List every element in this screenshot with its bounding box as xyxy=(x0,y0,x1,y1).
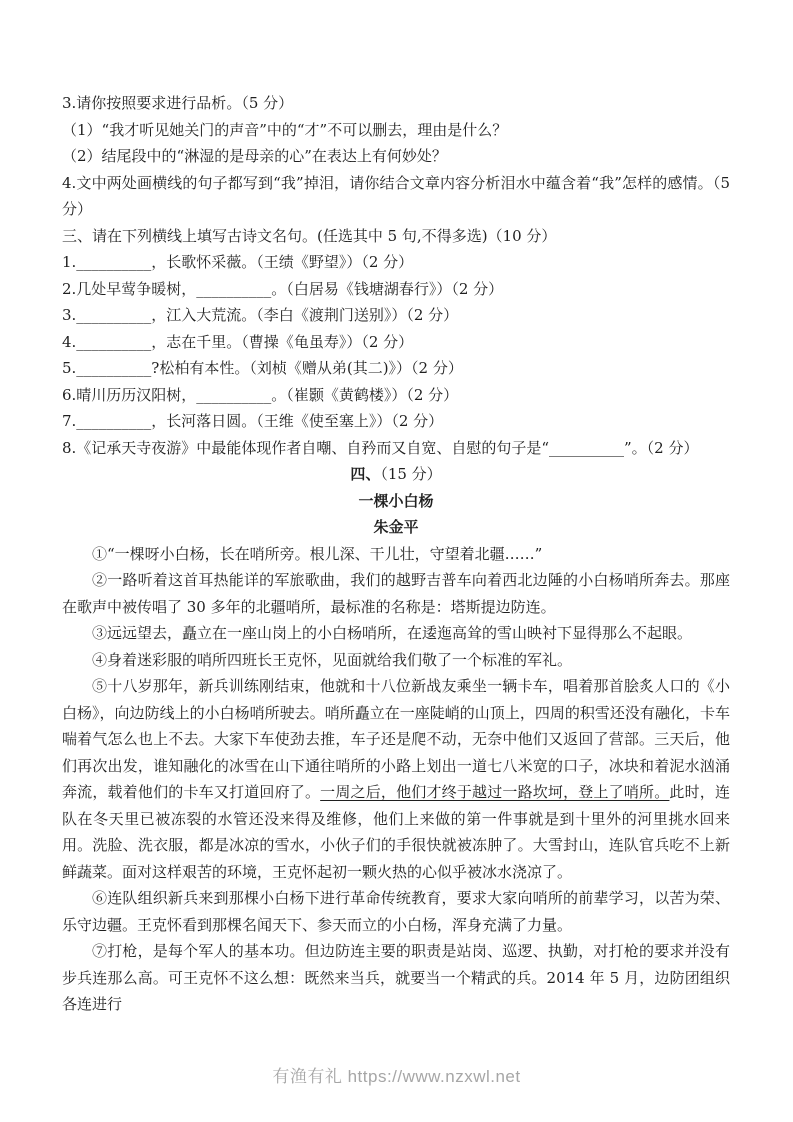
recitation-item-7 xyxy=(62,408,730,435)
essay-paragraph-2 xyxy=(62,567,730,620)
text-segment: 4.__________，志在千里。（曹操《龟虽寿》）（2 分） xyxy=(62,332,414,351)
text-segment: 3.__________，江入大荒流。（李白《渡荆门送别》）（2 分） xyxy=(62,306,459,324)
text-segment: 1.__________，长歌怀采薇。（王绩《野望》）（2 分） xyxy=(62,253,414,271)
text-segment: 2.几处早莺争暖树，__________。（白居易《钱塘湖春行》）（2 分） xyxy=(62,279,504,298)
text-segment: ⑤十八岁那年，新兵训练刚结束，他就和十八位新战友乘坐一辆卡车，唱着那首脍炙人口的《小白杨》，向边防线上的小白杨哨所驶去。哨所矗立在一座陡峭的山顶上，四周的积雪还没有融化，卡车喘着气怎么也上不去。大家下车使劲去推，车子还是爬不动，无奈中他们又返回了营部。三天后，他们再次出发，谁知融化的冰雪在山下通往哨所的小路上划出一道七八米宽的口子，冰块和着泥水汹涌奔流，载着他们的卡车又打道回府了。 xyxy=(62,677,730,801)
recitation-item-6 xyxy=(62,382,730,409)
essay-paragraph-3 xyxy=(62,620,730,647)
question-3-sub-2 xyxy=(62,143,730,170)
recitation-item-8 xyxy=(62,435,730,462)
recitation-item-1 xyxy=(62,249,730,276)
text-segment: ⑦打枪，是每个军人的基本功。但边防连主要的职责是站岗、巡逻、执勤，对打枪的要求并没有步兵连那么高。可王克怀不这么想：既然来当兵，就要当一个精武的兵。2014 年 5 月，边防团组织各连进行 xyxy=(62,942,730,1013)
page-footer xyxy=(0,1064,793,1090)
essay-paragraph-7 xyxy=(62,938,730,1018)
text-segment: ③远远望去，矗立在一座山岗上的小白杨哨所，在逶迤高耸的雪山映衬下显得那么不起眼。 xyxy=(92,624,693,642)
text-segment: 7.__________，长河落日圆。（王维《使至塞上》）（2 分） xyxy=(62,412,444,430)
question-3 xyxy=(62,90,730,117)
underlined-sentence: 一周之后，他们才终于越过一路坎坷，登上了哨所。 xyxy=(320,783,670,801)
question-3-sub-1 xyxy=(62,117,730,144)
text-segment: ①“一棵呀小白杨，长在哨所旁。根儿深、干儿壮，守望着北疆……” xyxy=(92,544,543,563)
essay-title xyxy=(62,488,730,515)
text-segment: （1）“我才听见她关门的声音”中的“才”不可以删去，理由是什么？ xyxy=(62,120,508,139)
text-segment: ②一路听着这首耳热能详的军旅歌曲，我们的越野吉普车向着西北边陲的小白杨哨所奔去。那座在歌声中被传唱了 30 多年的北疆哨所，最标准的名称是：塔斯提边防连。 xyxy=(62,571,730,616)
section-4-header xyxy=(62,461,730,488)
recitation-item-4 xyxy=(62,329,730,356)
text-segment: 3.请你按照要求进行品析。（5 分） xyxy=(62,94,294,112)
recitation-item-5 xyxy=(62,355,730,382)
recitation-item-2 xyxy=(62,276,730,303)
text-segment: 5.__________?松柏有本性。（刘桢《赠从弟(其二)》）（2 分） xyxy=(62,359,463,377)
text-segment: 一棵小白杨 xyxy=(358,491,434,510)
text-segment: ④身着迷彩服的哨所四班长王克怀，见面就给我们敬了一个标准的军礼。 xyxy=(92,650,573,669)
text-segment: 此时，连队在冬天里已被冻裂的水管还没来得及维修，他们上来做的第一件事就是到十里外的河里挑水回来用。洗脸、洗衣服，都是冰凉的雪水，小伙子们的手很快就被冻肿了。大雪封山，连队官兵吃不上新鲜蔬菜。面对这样艰苦的环境，王克怀起初一颗火热的心似乎被冰水浇凉了。 xyxy=(62,783,730,881)
essay-paragraph-4 xyxy=(62,647,730,674)
text-segment: 三、请在下列横线上填写古诗文名句。(任选其中 5 句,不得多选)（10 分） xyxy=(62,226,557,245)
text-segment: 四、 xyxy=(350,465,381,483)
essay-paragraph-1 xyxy=(62,541,730,568)
text-segment: 朱金平 xyxy=(373,518,419,536)
text-segment: （2）结尾段中的“淋湿的是母亲的心”在表达上有何妙处？ xyxy=(62,147,447,165)
text-segment: 6.晴川历历汉阳树，__________。（崔颢《黄鹤楼》）（2 分） xyxy=(62,385,459,404)
essay-paragraph-6 xyxy=(62,885,730,938)
essay-paragraph-5 xyxy=(62,673,730,885)
text-segment: （15 分） xyxy=(380,465,442,483)
text-segment: 4.文中两处画横线的句子都写到“我”掉泪，请你结合文章内容分析泪水中蕴含着“我”怎样的感情。（5 分） xyxy=(62,173,730,218)
text-segment: ⑥连队组织新兵来到那棵小白杨下进行革命传统教育，要求大家向哨所的前辈学习，以苦为荣、乐守边疆。王克怀看到那棵名闻天下、参天而立的小白杨，浑身充满了力量。 xyxy=(62,889,730,934)
essay-author xyxy=(62,514,730,541)
text-segment: 8.《记承天寺夜游》中最能体现作者自嘲、自矜而又自宽、自慰的句子是“__________”。（2 分） xyxy=(62,438,699,457)
recitation-item-3 xyxy=(62,302,730,329)
question-4 xyxy=(62,170,730,223)
footer-watermark: 有渔有礼 https://www.nzxwl.net xyxy=(272,1067,521,1086)
document-body xyxy=(62,90,730,1018)
section-3-header xyxy=(62,223,730,250)
